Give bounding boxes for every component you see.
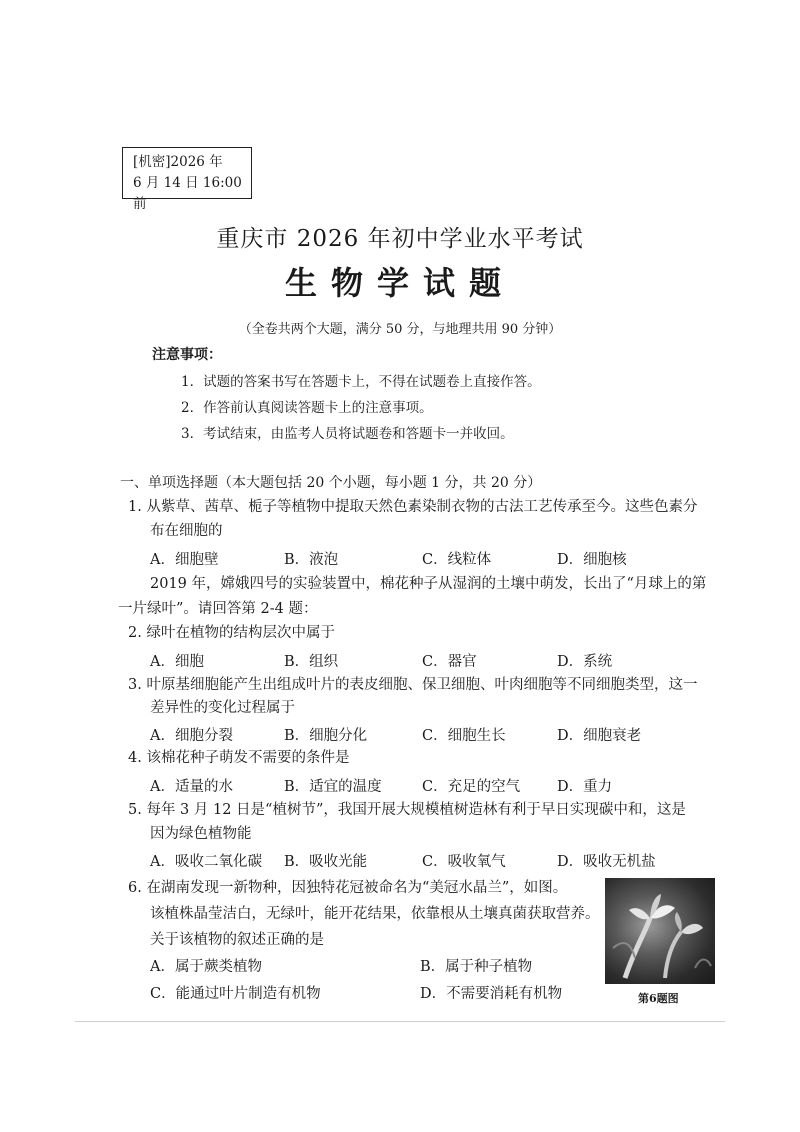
question-6-line: 6. 在湖南发现一新物种，因独特花冠被命名为“美冠水晶兰”，如图。 <box>128 880 568 896</box>
page-divider <box>75 1021 725 1022</box>
option-d: D．重力 <box>557 779 613 795</box>
option-a: A．细胞分裂 <box>150 728 233 744</box>
question-5-line: 因为绿色植物能 <box>150 826 252 842</box>
question-3-line: 差异性的变化过程属于 <box>150 700 295 716</box>
notes-heading: 注意事项： <box>152 347 222 363</box>
option-d: D．系统 <box>557 654 613 670</box>
question-2-line: 2. 绿叶在植物的结构层次中属于 <box>128 625 335 641</box>
exam-info: （全卷共两个大题，满分 50 分，与地理共用 90 分钟） <box>238 322 562 337</box>
option-c: C．器官 <box>422 654 477 670</box>
option-c: C．线粒体 <box>422 552 492 568</box>
note-item: 1．试题的答案书写在答题卡上，不得在试题卷上直接作答。 <box>181 374 541 390</box>
option-c: C．吸收氧气 <box>422 854 506 870</box>
option-b: B．吸收光能 <box>284 854 368 870</box>
option-d: D．细胞衰老 <box>557 728 642 744</box>
section-heading: 一、单项选择题（本大题包括 20 个小题，每小题 1 分，共 20 分） <box>120 475 542 491</box>
option-c: C．充足的空气 <box>422 779 521 795</box>
option-a: A．适量的水 <box>150 779 233 795</box>
option-a: A．属于蕨类植物 <box>150 959 262 975</box>
question-6-line: 该植株晶莹洁白，无绿叶，能开花结果，依靠根从土壤真菌获取营养。 <box>150 906 600 922</box>
confidential-line-2: 6 月 14 日 16:00 前 <box>133 175 242 212</box>
note-item: 3．考试结束，由监考人员将试题卷和答题卡一并收回。 <box>181 426 514 442</box>
question-1-line: 布在细胞的 <box>150 523 223 539</box>
question-5-line: 5. 每年 3 月 12 日是“植树节”，我国开展大规模植树造林有利于早日实现碳中和，这是 <box>128 802 686 818</box>
option-a: A．细胞 <box>150 654 204 670</box>
option-b: B．属于种子植物 <box>420 959 533 975</box>
confidential-line-1: [机密]2026 年 <box>133 154 223 170</box>
subject-title: 生物学试题 <box>284 264 515 302</box>
note-item: 2．作答前认真阅读答题卡上的注意事项。 <box>181 400 433 416</box>
option-a: A．细胞壁 <box>150 552 219 568</box>
passage-line: 2019 年，嫦娥四号的实验装置中，棉花种子从湿润的土壤中萌发，长出了“月球上的第 <box>150 576 707 592</box>
question-3-line: 3. 叶原基细胞能产生出组成叶片的表皮细胞、保卫细胞、叶肉细胞等不同细胞类型，这一 <box>128 677 698 693</box>
option-c: C．细胞生长 <box>422 728 506 744</box>
option-b: B．适宜的温度 <box>284 779 382 795</box>
figure-caption: 第6题图 <box>638 992 679 1005</box>
plant-photo <box>605 878 715 984</box>
passage-line: 一片绿叶”。请回答第 2-4 题： <box>118 601 318 617</box>
option-b: B．细胞分化 <box>284 728 368 744</box>
plant-photo-illustration <box>605 878 715 984</box>
option-c: C．能通过叶片制造有机物 <box>150 986 321 1002</box>
option-d: D．不需要消耗有机物 <box>420 986 563 1002</box>
question-6-line: 关于该植物的叙述正确的是 <box>150 932 324 948</box>
option-a: A．吸收二氧化碳 <box>150 854 262 870</box>
exam-title: 重庆市 2026 年初中学业水平考试 <box>216 226 584 252</box>
option-b: B．液泡 <box>284 552 339 568</box>
option-d: D．吸收无机盐 <box>557 854 656 870</box>
option-d: D．细胞核 <box>557 552 627 568</box>
question-1-line: 1. 从紫草、茜草、栀子等植物中提取天然色素染制衣物的古法工艺传承至今。这些色素分 <box>128 499 698 515</box>
question-4-line: 4. 该棉花种子萌发不需要的条件是 <box>128 750 350 766</box>
option-b: B．组织 <box>284 654 339 670</box>
confidential-notice-box <box>122 147 252 212</box>
